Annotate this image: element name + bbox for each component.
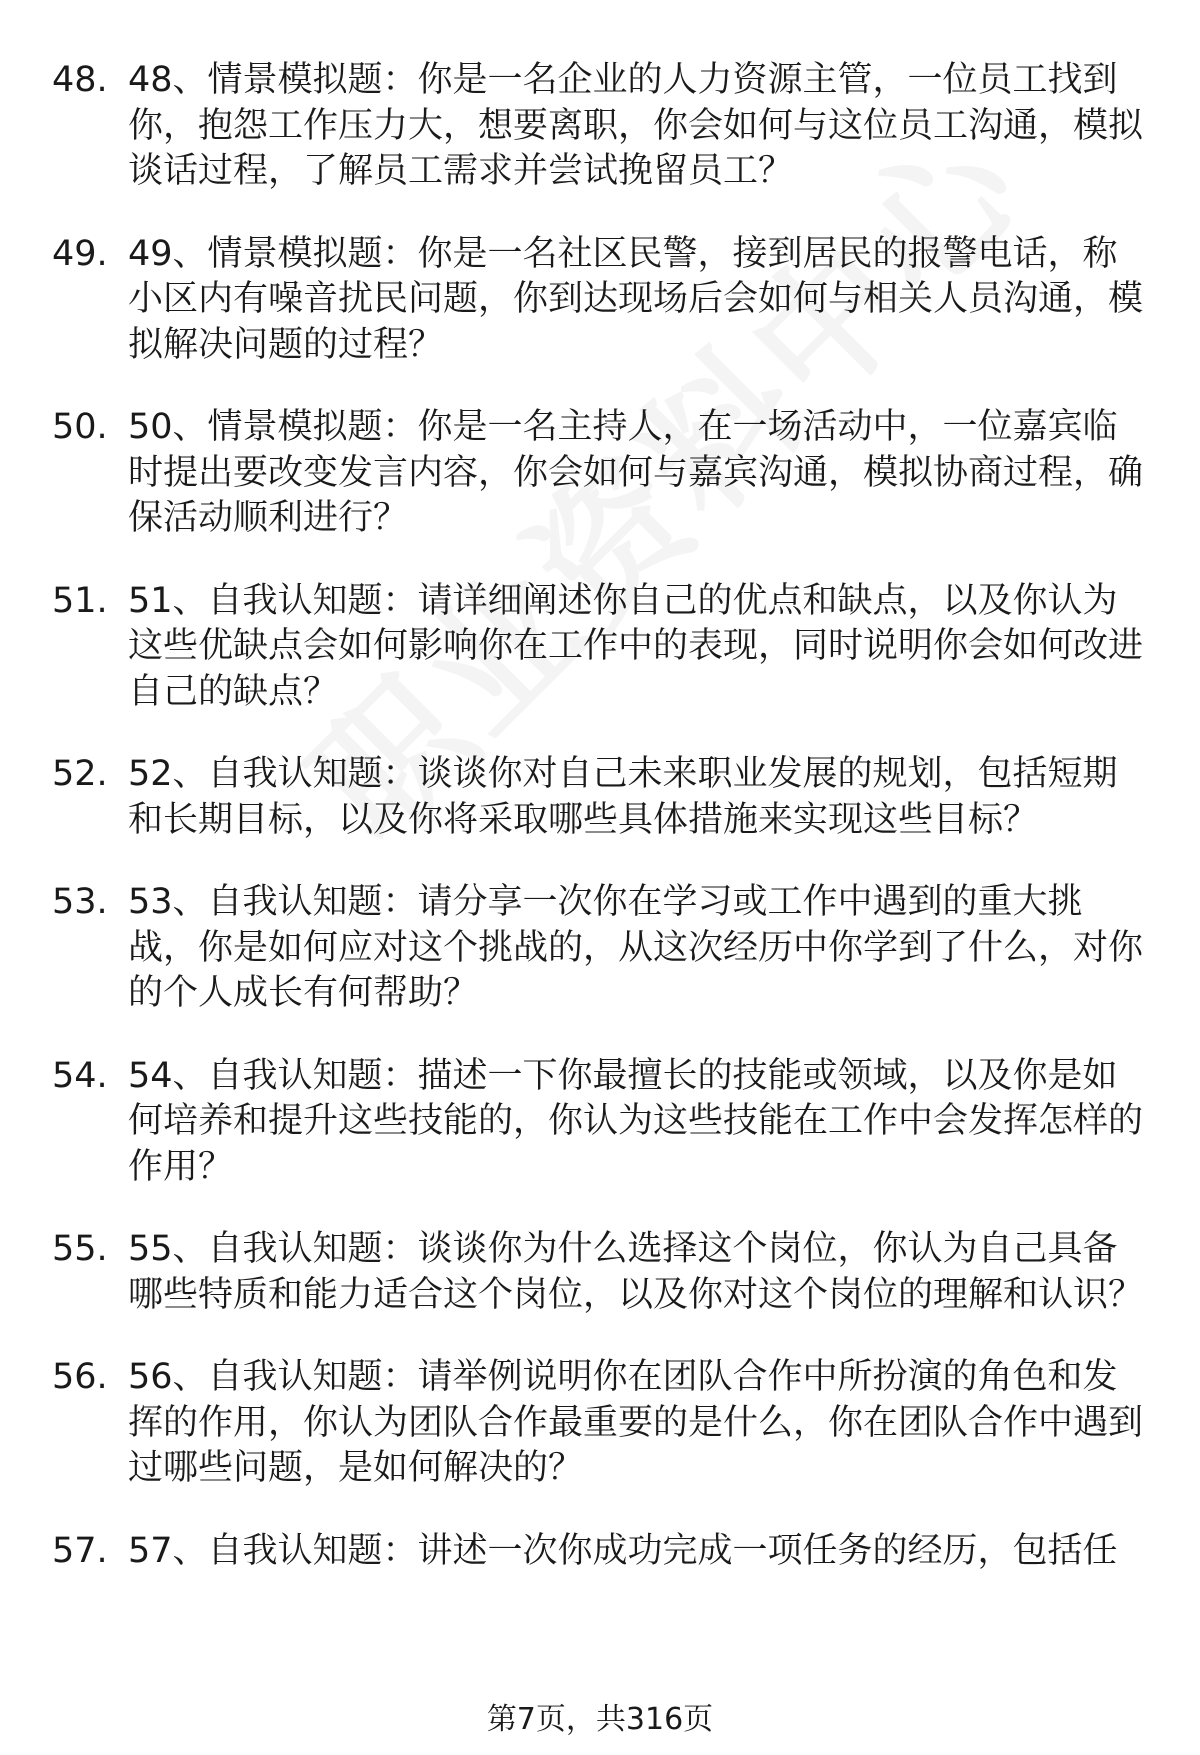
question-text: 49、情景模拟题：你是一名社区民警，接到居民的报警电话，称小区内有噪音扰民问题，你到达现场后会如何与相关人员沟通，模拟解决问题的过程？ (128, 233, 1144, 365)
question-list (52, 58, 1152, 1611)
question-number: 48. (52, 60, 108, 100)
question-number: 55. (52, 1229, 108, 1269)
question-number: 51. (52, 580, 108, 621)
question-text: 57、自我认知题：讲述一次你成功完成一项任务的经历，包括任 (128, 1530, 1118, 1571)
question-item (52, 58, 1152, 195)
question-text: 55、自我认知题：谈谈你为什么选择这个岗位，你认为自己具备哪些特质和能力适合这个岗位，以及你对这个岗位的理解和认识？ (128, 1229, 1144, 1315)
question-item (52, 1529, 1152, 1575)
question-number: 49. (52, 233, 108, 274)
question-text: 51、自我认知题：请详细阐述你自己的优点和缺点，以及你认为这些优缺点会如何影响你在工作中的表现，同时说明你会如何改进自己的缺点？ (128, 580, 1144, 712)
question-number: 52. (52, 754, 108, 794)
question-number: 56. (52, 1357, 108, 1397)
question-number: 50. (52, 407, 108, 447)
question-text: 52、自我认知题：谈谈你对自己未来职业发展的规划，包括短期和长期目标，以及你将采取哪些具体措施来实现这些目标？ (128, 754, 1118, 840)
question-text: 48、情景模拟题：你是一名企业的人力资源主管，一位员工找到你，抱怨工作压力大，想要离职，你会如何与这位员工沟通，模拟谈话过程，了解员工需求并尝试挽留员工？ (128, 60, 1144, 191)
question-item (52, 579, 1152, 716)
question-text: 53、自我认知题：请分享一次你在学习或工作中遇到的重大挑战，你是如何应对这个挑战的，从这次经历中你学到了什么，对你的个人成长有何帮助？ (128, 882, 1144, 1013)
question-item (52, 232, 1152, 369)
question-number: 57. (52, 1530, 108, 1571)
question-number: 53. (52, 882, 108, 922)
page-footer: 第7页，共316页 (486, 1702, 714, 1737)
question-number: 54. (52, 1055, 108, 1096)
question-item (52, 1227, 1152, 1318)
question-item (52, 752, 1152, 843)
question-item (52, 1355, 1152, 1492)
question-text: 50、情景模拟题：你是一名主持人，在一场活动中，一位嘉宾临时提出要改变发言内容，你会如何与嘉宾沟通，模拟协商过程，确保活动顺利进行？ (128, 407, 1144, 538)
question-item (52, 880, 1152, 1017)
question-text: 54、自我认知题：描述一下你最擅长的技能或领域，以及你是如何培养和提升这些技能的，你认为这些技能在工作中会发挥怎样的作用？ (128, 1055, 1144, 1187)
question-item (52, 405, 1152, 542)
question-item (52, 1054, 1152, 1191)
question-text: 56、自我认知题：请举例说明你在团队合作中所扮演的角色和发挥的作用，你认为团队合作最重要的是什么，你在团队合作中遇到过哪些问题，是如何解决的？ (128, 1357, 1144, 1488)
